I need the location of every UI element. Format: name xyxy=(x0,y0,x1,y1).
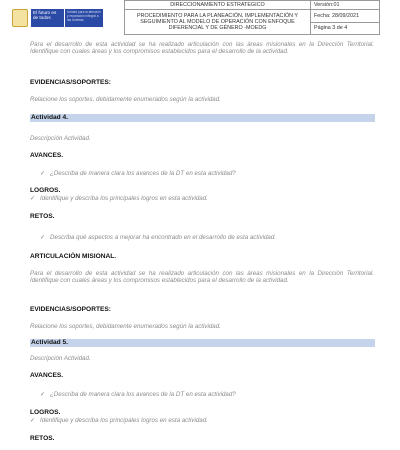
evidencias-heading-2: EVIDENCIAS/SOPORTES: xyxy=(30,306,111,313)
articulacion-heading: ARTICULACIÓN MISIONAL. xyxy=(30,253,117,260)
document-header xyxy=(6,0,380,35)
agency-tagline: Unidad para la atención y reparación integral a las víctimas xyxy=(65,9,103,27)
brand-logo: El futuro es de todos xyxy=(31,9,64,27)
coat-of-arms-icon xyxy=(12,9,28,27)
page-number: Página 3 de 4 xyxy=(314,25,348,32)
logros-item xyxy=(30,195,374,202)
evidencias-heading: EVIDENCIAS/SOPORTES: xyxy=(30,79,111,86)
checkmark-icon: ✓ xyxy=(30,418,36,424)
logros-text: Identifique y describa los principales logros en esta actividad. xyxy=(40,195,208,202)
retos-text: Describa qué aspectos a mejorar ha encontrado en el desarrollo de esta actividad. xyxy=(50,234,277,241)
header-table xyxy=(124,0,380,35)
avances-heading: AVANCES. xyxy=(30,152,64,159)
avances-text: ¿Describa de manera clara los avances de la DT en esta actividad? xyxy=(50,170,236,177)
logros-heading-2: LOGROS. xyxy=(30,409,61,416)
activity-5-description: Descripción Actividad. xyxy=(30,355,91,362)
evidencias-text: Relacione los soportes, debidamente enumerados según la actividad. xyxy=(30,96,221,103)
checkmark-icon: ✓ xyxy=(40,392,46,398)
logo-area xyxy=(6,0,124,35)
articulation-paragraph: Para el desarrollo de esta actividad se ha realizado articulación con las áreas misionales en la Dirección Territorial. Identifique con cuales áreas y los compromisos establecidos para el desarrollo de la actividad. xyxy=(30,41,374,56)
activity-4-description: Descripción Actividad. xyxy=(30,135,91,142)
activity-5-title: Actividad 5. xyxy=(30,339,375,347)
evidencias-text-2: Relacione los soportes, debidamente enumerados según la actividad. xyxy=(30,323,221,330)
avances-heading-2: AVANCES. xyxy=(30,372,64,379)
activity-4-title: Actividad 4. xyxy=(30,114,375,122)
checkmark-icon: ✓ xyxy=(30,196,36,202)
avances-text-2: ¿Describa de manera clara los avances de la DT en esta actividad? xyxy=(50,391,236,398)
date-cell: Fecha: 28/09/2021 xyxy=(311,10,380,22)
checkmark-icon: ✓ xyxy=(40,235,46,241)
procedure-cell: PROCEDIMIENTO PARA LA PLANEACIÓN, IMPLEMENTACIÓN Y SEGUIMIENTO AL MODELO DE OPERACIÓN CON ENFOQUE DIFERENCIAL Y DE GÉNERO -MOEDG xyxy=(125,10,311,35)
logros-text-2: Identifique y describa los principales logros en esta actividad. xyxy=(40,417,208,424)
avances-item-2 xyxy=(40,391,384,398)
retos-heading: RETOS. xyxy=(30,213,55,220)
logros-item-2 xyxy=(30,417,374,424)
avances-item xyxy=(40,170,384,177)
retos-item xyxy=(40,234,384,241)
retos-heading-2: RETOS. xyxy=(30,435,55,442)
department-cell: DIRECCIONAMIENTO ESTRATEGICO xyxy=(125,1,311,10)
version-cell: Versión:01 xyxy=(311,1,380,10)
articulation-paragraph-2: Para el desarrollo de esta actividad se ha realizado articulación con las áreas misionales en la Dirección Territorial. Identifique con cuales áreas y los compromisos establecidos para el desarrollo de la actividad. xyxy=(30,270,374,285)
checkmark-icon: ✓ xyxy=(40,171,46,177)
logros-heading: LOGROS. xyxy=(30,187,61,194)
page-cell xyxy=(311,22,380,34)
